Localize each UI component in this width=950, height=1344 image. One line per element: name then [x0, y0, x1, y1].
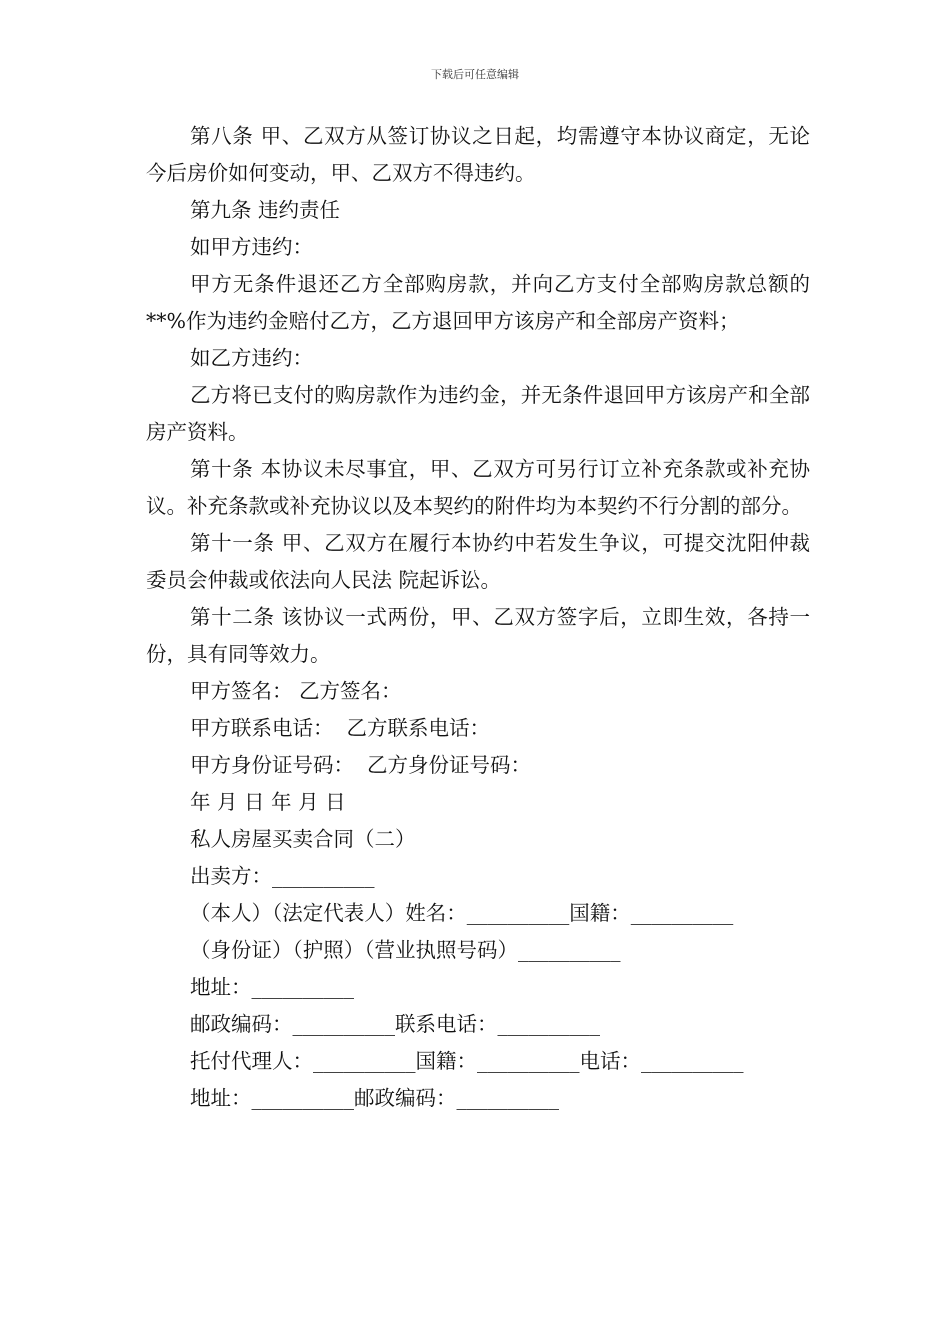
seller-line: 出卖方：__________ [190, 864, 375, 888]
id-document-line: （身份证）（护照）（营业执照号码）__________ [190, 938, 621, 962]
page-header-note: 下载后可任意编辑 [431, 68, 519, 81]
party-a-breach-text: 甲方无条件退还乙方全部购房款，并向乙方支付全部购房款总额的**%作为违约金赔付乙方，乙方退回甲方该房产和全部房产资料； [146, 272, 810, 333]
name-nationality-line: （本人）（法定代表人）姓名：__________国籍：__________ [190, 901, 734, 925]
id-number-line: 甲方身份证号码： 乙方身份证号码： [190, 753, 532, 777]
agent-line: 托付代理人：__________国籍：__________电话：__________ [190, 1049, 744, 1073]
date-line: 年 月 日 年 月 日 [190, 790, 346, 814]
article-12: 第十二条 该协议一式两份，甲、乙双方签字后，立即生效，各持一份，具有同等效力。 [146, 605, 810, 666]
agent-address-line: 地址：__________邮政编码：__________ [190, 1086, 559, 1110]
phone-line: 甲方联系电话： 乙方联系电话： [190, 716, 491, 740]
article-8: 第八条 甲、乙双方从签订协议之日起，均需遵守本协议商定，无论今后房价如何变动，甲、乙双方不得违约。 [146, 124, 810, 185]
postcode-phone-line: 邮政编码：__________联系电话：__________ [190, 1012, 600, 1036]
party-a-breach-heading: 如甲方违约： [190, 235, 313, 259]
article-9-title: 第九条 违约责任 [190, 198, 341, 222]
party-b-breach-text: 乙方将已支付的购房款作为违约金，并无条件退回甲方该房产和全部房产资料。 [146, 383, 810, 444]
article-10: 第十条 本协议未尽事宜，甲、乙双方可另行订立补充条款或补充协议。补充条款或补充协议以及本契约的附件均为本契约不行分割的部分。 [146, 457, 810, 518]
signature-line: 甲方签名： 乙方签名： [190, 679, 402, 703]
party-b-breach-heading: 如乙方违约： [190, 346, 313, 370]
article-11: 第十一条 甲、乙双方在履行本协约中若发生争议，可提交沈阳仲裁委员会仲裁或依法向人民法 院起诉讼。 [146, 531, 810, 592]
address-line: 地址：__________ [190, 975, 354, 999]
document-body [146, 118, 810, 1117]
contract-two-title: 私人房屋买卖合同（二） [190, 827, 416, 851]
